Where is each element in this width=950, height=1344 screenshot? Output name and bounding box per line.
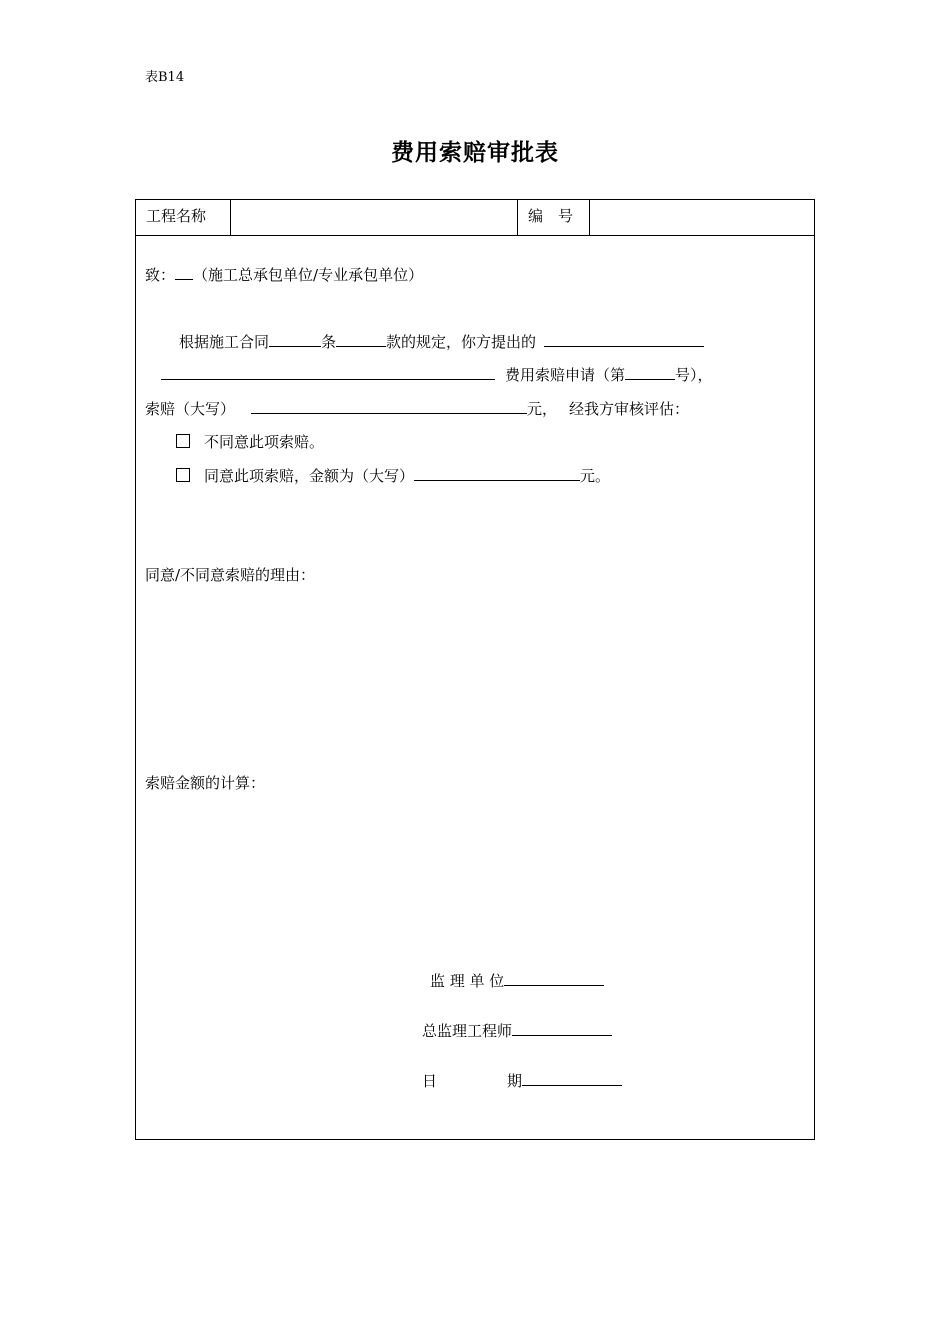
chief-engineer-blank[interactable] (512, 1021, 612, 1036)
date-label-a: 日 (422, 1072, 438, 1090)
application-text: 费用索赔申请（第 (505, 366, 626, 384)
col-divider-2 (517, 200, 518, 235)
project-name-field[interactable] (236, 205, 511, 229)
reason-blank[interactable] (544, 332, 704, 347)
date-row (422, 1070, 622, 1091)
chief-engineer-label: 总监理工程师 (422, 1022, 513, 1040)
reason-label: 同意/不同意索赔的理由： (145, 566, 316, 584)
clause-text: 款的规定，你方提出的 (386, 333, 537, 351)
number-field[interactable] (596, 205, 806, 229)
col-divider-3 (589, 200, 590, 235)
option-disagree (176, 431, 324, 452)
option-agree (176, 465, 610, 486)
agree-yuan-text: 元。 (580, 467, 611, 485)
article-blank[interactable] (269, 332, 321, 347)
date-blank[interactable] (522, 1071, 622, 1086)
form-title: 费用索赔审批表 (391, 140, 559, 166)
yuan-text: 元， (527, 400, 558, 418)
supervisor-unit-row (430, 970, 604, 991)
claim-amount-label: 索赔（大写） (145, 400, 236, 418)
agree-label: 同意此项索赔，金额为（大写） (204, 467, 415, 485)
review-text: 经我方审核评估： (569, 400, 690, 418)
agree-checkbox[interactable] (176, 468, 190, 482)
approval-form-table (135, 199, 815, 1140)
form-code: 表B14 (145, 70, 185, 85)
to-prefix: 致： (145, 266, 176, 284)
claim-amount-blank[interactable] (251, 399, 527, 414)
article-text: 条 (321, 333, 337, 351)
application-content-blank[interactable] (161, 365, 495, 380)
clause-line (179, 331, 704, 352)
clause-blank[interactable] (336, 332, 386, 347)
to-suffix: （施工总承包单位/专业承包单位） (193, 266, 424, 284)
supervisor-unit-blank[interactable] (504, 971, 604, 986)
claim-amount-line (145, 398, 689, 419)
date-label-b: 期 (507, 1072, 523, 1090)
calc-label: 索赔金额的计算： (145, 774, 266, 792)
addressee-line (145, 264, 423, 285)
col-divider-1 (230, 200, 231, 235)
disagree-checkbox[interactable] (176, 434, 190, 448)
application-line (161, 364, 713, 385)
application-number-suffix: 号）， (675, 366, 713, 384)
addressee-blank[interactable] (175, 265, 193, 280)
header-row-divider (136, 235, 814, 236)
agreed-amount-blank[interactable] (414, 466, 580, 481)
chief-engineer-row (422, 1020, 612, 1041)
application-number-blank[interactable] (625, 365, 675, 380)
contract-text: 根据施工合同 (179, 333, 270, 351)
supervisor-unit-label: 监 理 单 位 (430, 972, 505, 990)
disagree-label: 不同意此项索赔。 (204, 433, 325, 451)
number-label: 编 号 (528, 207, 574, 225)
project-name-label: 工程名称 (146, 207, 207, 225)
